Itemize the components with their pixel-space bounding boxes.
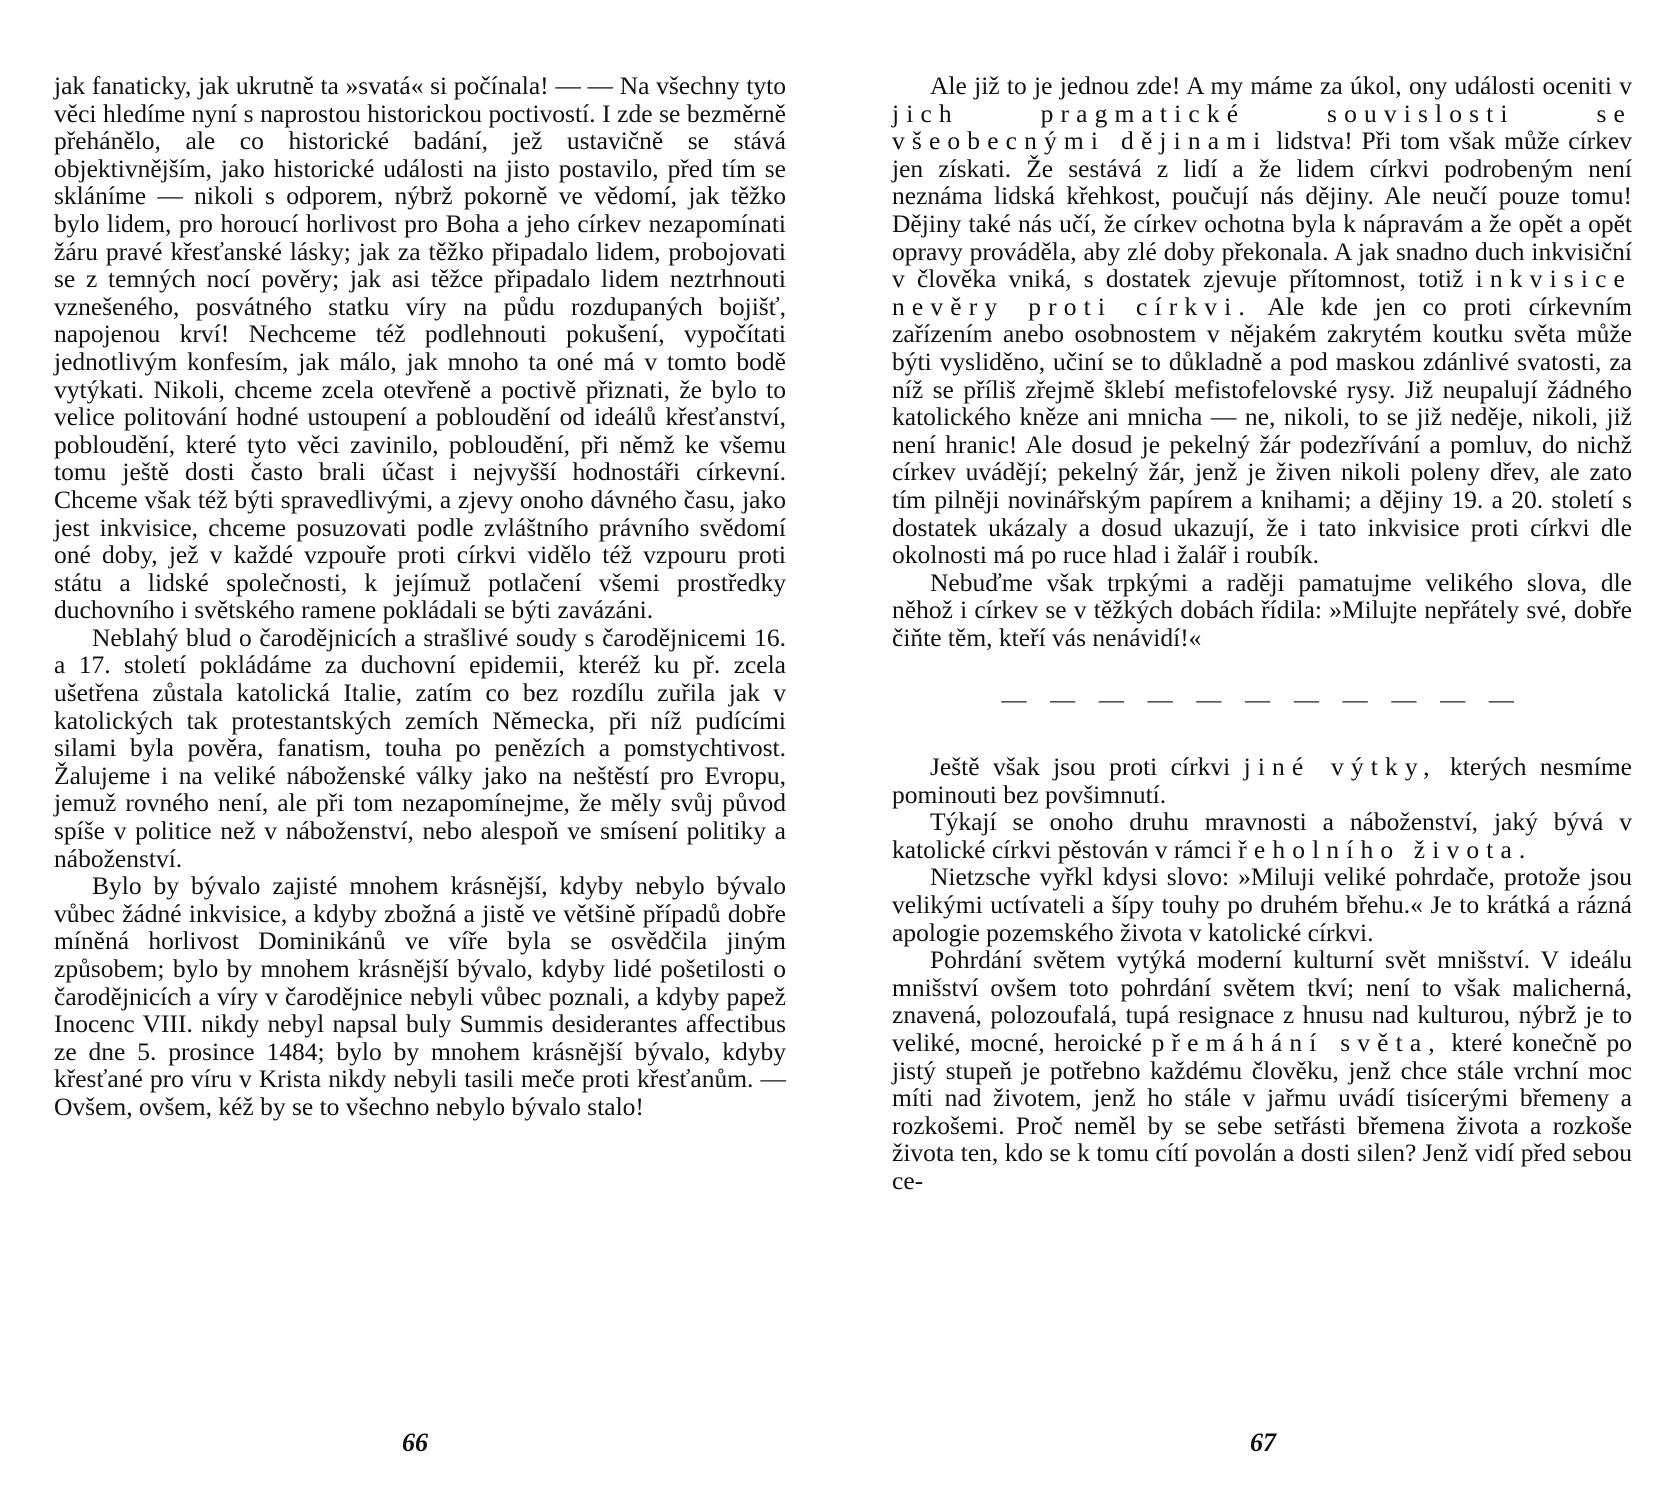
right-p1-spaced-1: jich pragmatické souvislosti se všeobecnými dějinami	[892, 98, 1632, 156]
right-p6-text-a: Pohrdání světem vytýká moderní kulturní svět mnišství. V ideálu mnišství ovšem toto pohrdání světem tkví; není to však malicherná, znavená, polozoufalá, tupá resignace z hnusu nad kulturou, nýbrž je to veliké, mocné, heroické	[892, 945, 1632, 1057]
left-paragraph-1: jak fanaticky, jak ukrutně ta »svatá« si počínala! — — Na všechny tyto věci hledíme nyní s naprostou historickou poctivostí. I zde se bezměrně přehánělo, ale co historické badání, jež ustavičně se stává objektivnějším, jako historické události na jisto postavilo, před tím se skláníme — nikoli s odporem, nýbrž pokorně ve vědomí, jak těžko bylo lidem, pro horoucí horlivost pro Boha a jeho církev nezapomínati žáru pravé křesťanské lásky; jak za těžko připadalo lidem, probojovati se z temných nocí pověry; jak asi těžce připadalo lidem neztrhnouti vznešeného, posvátného statku víry na půdu rozdupaných bojišť, napojenou krví! Nechceme též podlehnouti pokušení, vypočítati jednotlivým konfesím, jak málo, jak mnoho ta oné má v tomto bodě vytýkati. Nikoli, chceme zcela otevřeně a poctivě přiznati, že bylo to velice politování hodné ustoupení a pobloudění od ideálů křesťanství, pobloudění, které tyto věci zavinilo, pobloudění, při němž ke všemu tomu ještě dosti často brali účast i nejvyšší hodnostáři církevní. Chceme však též býti spravedlivými, a zjevy onoho dávného času, jako jest inkvisice, chceme posuzovati podle zvláštního právního svědomí oné doby, jež v každé vzpouře proti církvi vidělo též vzpouru proti státu a lidské společnosti, k jejímuž potlačení všemi prostředky duchovního i světského ramene pokládali se býti zavázáni.	[54, 71, 786, 625]
right-p1-text-a: Ale již to je jednou zde! A my máme za úkol, ony události oceniti v	[930, 71, 1632, 100]
right-p6-spaced: přemáhání světa,	[1151, 1028, 1442, 1057]
right-p3-spaced: jiné výtky,	[1243, 752, 1437, 782]
right-paragraph-3	[892, 753, 1632, 808]
right-paragraph-2: Nebuďme však trpkými a raději pamatujme velikého slova, dle něhož i církev se v těžkých dobách řídila: »Milujte nepřátely své, dobře čiňte těm, kteří vás nenávidí!«	[892, 567, 1632, 652]
right-paragraph-4	[892, 808, 1632, 863]
right-p1-spaced-2: inkvisice nevěry proti církvi.	[892, 264, 1632, 321]
page-number-right: 67	[1250, 1428, 1276, 1457]
right-page	[892, 72, 1632, 1195]
right-paragraph-5: Nietzsche vyřkl kdysi slovo: »Miluji veliké pohrdače, protože jsou velikými uctívateli a šípy touhy po druhém břehu.« Je to krátká a rázná apologie pozemského života v katolické církvi.	[892, 862, 1632, 947]
section-divider: — — — — — — — — — — —	[1001, 687, 1523, 715]
right-p3-text-b: kterých nesmíme pominouti bez povšimnutí.	[892, 752, 1632, 809]
right-p3-text-a: Ještě však jsou proti církvi	[930, 752, 1244, 782]
right-paragraph-1	[892, 72, 1632, 569]
left-paragraph-3: Bylo by bývalo zajisté mnohem krásnější, kdyby nebylo bývalo vůbec žádné inkvisice, a kdyby zbožná a jistě ve většině případů dobře míněná horlivost Dominikánů ve víře byla se osvědčila jiným způsobem; bylo by mnohem krásnější bývalo, kdyby lidé pošetilosti o čarodějnicích a víry v čarodějnice nebyli vůbec poznali, a kdyby papež Inocenc VIII. nikdy nebyl napsal buly Summis desiderantes affectibus ze dne 5. prosince 1484; bylo by mnohem krásnější bývalo, kdyby křesťané pro víru v Krista nikdy nebyli tasili meče proti křesťanům. — Ovšem, ovšem, kéž by se to všechno nebylo bývalo stalo!	[54, 871, 786, 1121]
right-p4-text-a: Týkají se onoho druhu mravnosti a náboženství, jaký bývá v katolické církvi pěstován v rámci	[892, 807, 1632, 864]
right-p6-text-b: které konečně po jistý stupeň je potřebno každému člověku, jenž chce stále vrchní moc míti nad životem, jenž ho stále v jařmu uvádí tisícerými břemeny a rozkošemi. Proč neměl by se sebe setřásti břemena života a rozkoše života ten, kdo se k tomu cítí povolán a dosti silen? Jenž vidí před sebou ce-	[892, 1028, 1633, 1195]
page-number-left: 66	[402, 1428, 428, 1457]
left-page	[54, 72, 786, 1121]
right-p1-text-b: lidstva! Při tom však může církev jen získati. Že sestává z lidí a že lidem církvi podrobeným není neznáma lidská křehkost, poučují nás dějiny. Ale neučí pouze tomu! Dějiny také nás učí, že církev ochotna byla k nápravám a že opět a opět opravy prováděla, aby zlé doby překonala. A jak snadno duch inkvisiční v člověka vniká, s dostatek zjevuje přítomnost, totiž	[892, 126, 1632, 294]
right-p1-text-c: Ale kde jen co proti církevním zařízením anebo osobnostem v nějakém zakrytém koutku světa může býti vysliděno, učiní se to důkladně a pod maskou zdánlivé svatosti, za níž se příliš zřejmě šklebí mefistofelovské rysy. Již neupalují žádného katolického kněze ani mnicha — ne, nikoli, to se již neděje, nikoli, již není hranic! Ale dosud je pekelný žár podezřívání a pomluv, do nichž církev uvádějí; pekelný žár, jenž je živen nikoli poleny dřev, ale zato tím pilněji novinářským papírem a knihami; a dějiny 19. a 20. století s dostatek ukázaly a dosud ukazují, že i tato inkvisice proti církvi dle okolnosti má po ruce hlad i žalář i roubík.	[892, 291, 1632, 570]
left-paragraph-2: Neblahý blud o čarodějnicích a strašlivé soudy s čarodějnicemi 16. a 17. století pokládáme za duchovní epidemii, kteréž ku př. zcela ušetřena zůstala katolická Italie, zatím co bez rozdílu zuřila jak v katolických tak protestantských zemích Německa, při níž pudícími silami byla pověra, fanatism, touha po penězích a pomstychtivost. Žalujeme i na veliké náboženské války jako na neštěstí pro Evropu, jemuž rovného není, ale při tom nezapomínejme, že měly svůj původ spíše v politice než v náboženství, nebo alespoň ve smísení politiky a náboženství.	[54, 622, 786, 873]
book-gutter	[836, 0, 837, 1500]
right-paragraph-6	[892, 946, 1632, 1194]
right-p4-spaced: řeholního života.	[1238, 834, 1533, 864]
